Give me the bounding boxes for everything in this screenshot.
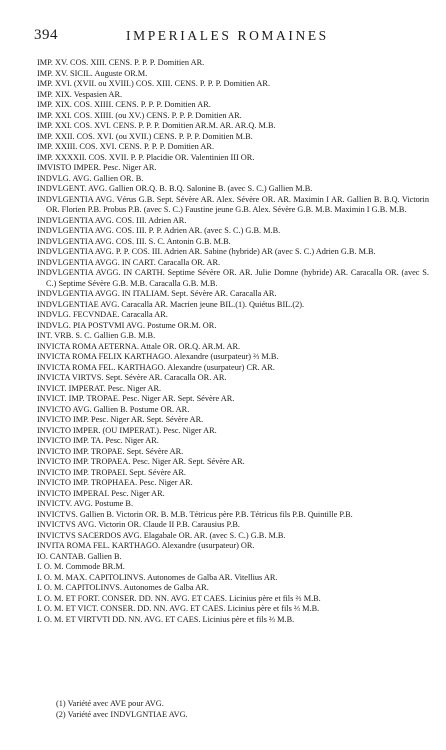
- index-entry: INDVLGENTIA AVGG. IN CART. Caracalla OR. AR.: [37, 257, 221, 267]
- index-entry: INDVLGENTIA AVG. COS. III. P. P. Adrien AR. (avec S. C.) G.B. M.B.: [37, 226, 281, 235]
- index-entry: INDVLG. PIA POSTVMI AVG. Postume OR.M. OR.: [37, 320, 217, 330]
- index-entry: INVICTO IMP. Pesc. Niger AR. Sept. Sévère AR.: [37, 415, 204, 424]
- index-entry: I. O. M. MAX. CAPITOLINVS. Autonomes de Galba AR. Vitellius AR.: [37, 572, 278, 582]
- index-entry: INDVLGENTIAE AVG. Caracalla AR. Macrien jeune BIL.(1). Quiétus BIL.(2).: [37, 299, 305, 309]
- running-title: IMPERIALES ROMAINES: [126, 28, 329, 43]
- index-entry: IMP. XXII. COS. XVI. (ou XVII.) CENS. P. P. P. Domitien M.B.: [37, 131, 253, 141]
- page-header: [34, 27, 424, 47]
- index-entry: IMP. XIX. COS. XIIII. CENS. P. P. P. Domitien AR.: [37, 100, 211, 109]
- index-entry: IMP. XXI. COS. XVI. CENS. P. P. P. Domitien AR.M. AR. AR.Q. M.B.: [37, 121, 276, 130]
- index-entry: INVICTA VIRTVS. Sept. Sévère AR. Caracalla OR. AR.: [37, 373, 227, 382]
- index-entry: IMP. XXIII. COS. XVI. CENS. P. P. P. Domitien AR.: [37, 142, 215, 151]
- footnotes: [56, 699, 426, 720]
- index-entry: INDVLGENT. AVG. Gallien OR.Q. B. B.Q. Salonine B. (avec S. C.) Gallien M.B.: [37, 184, 313, 193]
- index-entry: INDVLGENTIA AVG. COS. III. S. C. Antonin G.B. M.B.: [37, 236, 231, 246]
- index-entry: INVICT. IMPERAT. Pesc. Niger AR.: [37, 383, 162, 393]
- index-entry: IMP. XXI. COS. XIIII. (ou XV.) CENS. P. P. P. Domitien AR.: [37, 110, 242, 120]
- index-entry: INVICTO IMPER. (OU IMPERAT.). Pesc. Niger AR.: [37, 425, 217, 435]
- index-entry: IMP. XV. COS. XIII. CENS. P. P. P. Domitien AR.: [37, 58, 205, 67]
- legend-index-list: [37, 58, 429, 625]
- index-entry: IMP. XVI. (XVII. ou XVIII.) COS. XIII. CENS. P. P. P. Domitien AR.: [37, 79, 271, 88]
- index-entry: I. O. M. ET VIRTVTI DD. NN. AVG. ET CAES. Licinius père et fils ⅔ M.B.: [37, 614, 295, 624]
- index-entry: I. O. M. CAPITOLINVS. Autonomes de Galba AR.: [37, 583, 209, 592]
- index-entry: INVICTO IMP. TA. Pesc. Niger AR.: [37, 436, 159, 445]
- index-entry: IMP. XIX. Vespasien AR.: [37, 89, 123, 99]
- index-entry: INVICTVS SACERDOS AVG. Elagabale OR. AR. (avec S. C.) G.B. M.B.: [37, 530, 286, 540]
- index-entry: INVICTA ROMA AETERNA. Attale OR. OR.Q. AR.M. AR.: [37, 341, 241, 351]
- index-entry: INVICTO AVG. Gallien B. Postume OR. AR.: [37, 404, 190, 414]
- footnote: (2) Variété avec INDVLGNTIAE AVG.: [56, 709, 188, 719]
- index-entry: IO. CANTAB. Gallien B.: [37, 551, 122, 561]
- index-entry: I. O. M. ET FORT. CONSER. DD. NN. AVG. ET CAES. Licinius père et fils ⅔ M.B.: [37, 593, 321, 603]
- index-entry: INVICT. IMP. TROPAE. Pesc. Niger AR. Sept. Sévère AR.: [37, 394, 235, 403]
- index-entry: INDVLGENTIA AVG. COS. III. Adrien AR.: [37, 215, 187, 225]
- index-entry: INVICTA ROMA FELIX KARTHAGO. Alexandre (usurpateur) ⅔ M.B.: [37, 352, 279, 361]
- index-entry: INDVLGENTIA AVGG. IN CARTH. Septime Sévère OR. AR. Julie Domne (hybride) AR. Caracalla OR. (avec S. C.) Septime Sévère G.B. M.B. Caracalla G.B. M.B.: [37, 268, 429, 288]
- index-entry: I. O. M. ET VICT. CONSER. DD. NN. AVG. ET CAES. Licinius père et fils ⅔ M.B.: [37, 604, 320, 613]
- index-entry: IMP. XXXXII. COS. XVII. P. P. Placidie OR. Valentinien III OR.: [37, 152, 255, 162]
- index-entry: INVICTVS AVG. Victorin OR. Claude II P.B. Carausius P.B.: [37, 520, 240, 529]
- index-entry: INDVLGENTIA AVGG. IN ITALIAM. Sept. Sévère AR. Caracalla AR.: [37, 289, 277, 298]
- index-entry: INVICTA ROMA FEL. KARTHAGO. Alexandre (usurpateur) CR. AR.: [37, 362, 275, 372]
- index-entry: INVITA ROMA FEL. KARTHAGO. Alexandre (usurpateur) OR.: [37, 541, 255, 550]
- index-entry: INT. VRB. S. C. Gallien G.B. M.B.: [37, 331, 156, 340]
- index-entry: INVICTO IMP. TROPHAEA. Pesc. Niger AR.: [37, 478, 193, 487]
- index-entry: INDVLGENTIA AVG. P. P. COS. III. Adrien AR. Sabine (hybride) AR (avec S. C.) Adrien G.B. M.B.: [37, 247, 376, 256]
- footnote: (1) Variété avec AVE pour AVG.: [56, 699, 164, 708]
- index-entry: IMVISTO IMPER. Pesc. Niger AR.: [37, 163, 157, 172]
- index-entry: INVICTVS. Gallien B. Victorin OR. B. M.B. Tétricus père P.B. Tétricus fils P.B. Quintille P.B.: [37, 509, 353, 519]
- index-entry: INVICTO IMP. TROPAEI. Sept. Sévère AR.: [37, 467, 186, 477]
- index-entry: INVICTO IMP. TROPAEA. Pesc. Niger AR. Sept. Sévère AR.: [37, 457, 245, 466]
- index-entry: INDVLGENTIA AVG. Vérus G.B. Sept. Sévère AR. Alex. Sévère OR. AR. Maximin I AR. Gallien B. B.Q. Victorin OR. Florien P.B. Probus P.B. (avec S. C.) Faustine jeune G.B. Alex. Sévère G.B. M.B. Maximin I G.B. M.B.: [37, 194, 429, 214]
- page-number: 394: [34, 27, 58, 43]
- index-entry: INVICTV. AVG. Postume B.: [37, 499, 134, 508]
- index-entry: I. O. M. Commode BR.M.: [37, 562, 125, 571]
- index-entry: INDVLG. FECVNDAE. Caracalla AR.: [37, 310, 168, 319]
- index-entry: INVICTO IMPERAI. Pesc. Niger AR.: [37, 488, 165, 498]
- index-entry: INDVLG. AVG. Gallien OR. B.: [37, 173, 144, 183]
- index-entry: INVICTO IMP. TROPAE. Sept. Sévère AR.: [37, 446, 184, 456]
- index-entry: IMP. XV. SICIL. Auguste OR.M.: [37, 68, 148, 78]
